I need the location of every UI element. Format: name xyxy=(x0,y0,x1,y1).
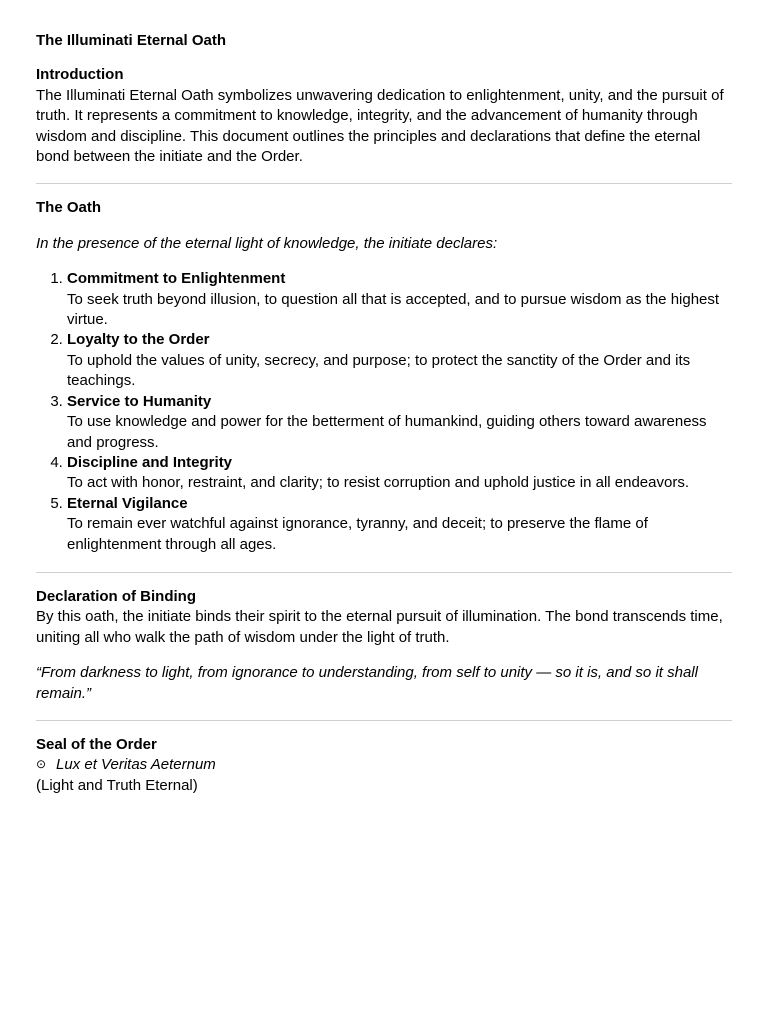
article-title: 5. Eternal Vigilance xyxy=(67,494,188,512)
article-text: To uphold the values of unity, secrecy, and purpose; to protect the sanctity of the Order and its teachings. xyxy=(67,351,691,390)
seal-translation: (Light and Truth Eternal) xyxy=(36,776,198,794)
seal-heading: Seal of the Order xyxy=(36,735,157,753)
seal-latin-motto: Lux et Veritas Aeternum xyxy=(56,756,216,774)
circled-dot-icon: ⊙ xyxy=(36,757,47,772)
article-text: To act with honor, restraint, and clarity; to resist corruption and uphold justice in all endeavors. xyxy=(67,474,689,492)
oath-articles-list xyxy=(36,269,732,555)
oath-article-3 xyxy=(67,392,732,453)
article-text: To seek truth beyond illusion, to question all that is accepted, and to pursue wisdom as the highest virtue. xyxy=(67,290,720,329)
divider xyxy=(36,720,732,721)
motto-quote: “From darkness to light, from ignorance to understanding, from self to unity — so it is, and so it shall remain.” xyxy=(36,664,698,702)
binding-heading: Declaration of Binding xyxy=(36,587,197,605)
binding-text: By this oath, the initiate binds their spirit to the eternal pursuit of illumination. The bond transcends time, uniting all who walk the path of wisdom under the light of truth. xyxy=(36,608,723,646)
article-title: 4. Discipline and Integrity xyxy=(67,453,233,471)
document-title: The Illuminati Eternal Oath xyxy=(36,32,227,49)
introduction-heading: Introduction xyxy=(36,66,124,84)
introduction-text: The Illuminati Eternal Oath symbolizes unwavering dedication to enlightenment, unity, and the pursuit of truth. It represents a commitment to knowledge, integrity, and the advancement of humanity through wisdom and discipline. This document outlines the principles and declarations that define the eternal bond between the initiate and the Order. xyxy=(36,86,724,166)
seal-motto-line xyxy=(36,755,732,775)
divider xyxy=(36,572,732,573)
article-title: 3. Service to Humanity xyxy=(67,392,212,410)
article-text: To remain ever watchful against ignorance, tyranny, and deceit; to preserve the flame of enlightenment through all ages. xyxy=(67,515,648,553)
divider xyxy=(36,183,732,184)
oath-article-2 xyxy=(67,330,732,391)
binding-section xyxy=(36,587,732,704)
article-title: 1. Commitment to Enlightenment xyxy=(67,270,286,288)
oath-preamble: In the presence of the eternal light of knowledge, the initiate declares: xyxy=(36,234,498,252)
seal-section xyxy=(36,735,732,796)
oath-heading: The Oath xyxy=(36,199,102,217)
oath-section xyxy=(36,198,732,555)
introduction-section xyxy=(36,65,732,167)
oath-article-4 xyxy=(67,453,732,494)
article-title: 2. Loyalty to the Order xyxy=(67,331,210,349)
oath-article-5 xyxy=(67,494,732,555)
article-text: To use knowledge and power for the betterment of humankind, guiding others toward awareness and progress. xyxy=(67,413,707,451)
oath-article-1 xyxy=(67,269,732,330)
